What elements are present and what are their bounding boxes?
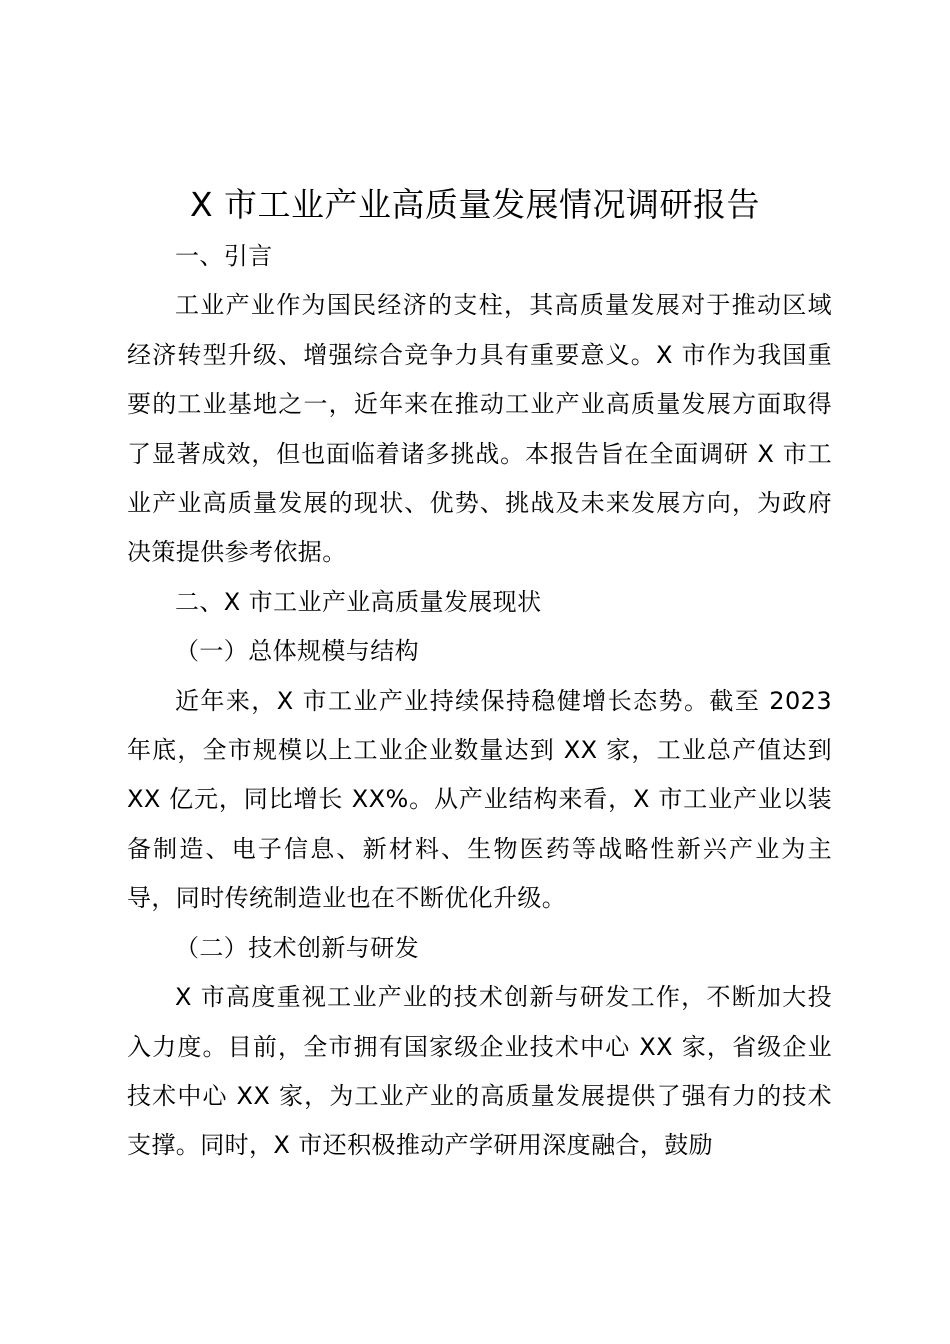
section-heading-status: 二、X 市工业产业高质量发展现状 <box>175 587 542 616</box>
document-body <box>127 232 832 1171</box>
section-heading-introduction: 一、引言 <box>175 242 273 270</box>
paragraph-innovation: X 市高度重视工业产业的技术创新与研发工作，不断加大投入力度。目前，全市拥有国家级企业技术中心 XX 家，省级企业技术中心 XX 家，为工业产业的高质量发展提供了强有力的技术支撑。同时，X 市还积极推动产学研用深度融合，鼓励 <box>127 983 832 1160</box>
document-title: X 市工业产业高质量发展情况调研报告 <box>189 185 761 224</box>
subsection-heading-innovation: （二）技术创新与研发 <box>175 933 419 962</box>
paragraph-introduction: 工业产业作为国民经济的支柱，其高质量发展对于推动区域经济转型升级、增强综合竞争力具有重要意义。X 市作为我国重要的工业基地之一，近年来在推动工业产业高质量发展方面取得了显著成效，但也面临着诸多挑战。本报告旨在全面调研 X 市工业产业高质量发展的现状、优势、挑战及未来发展方向，为政府决策提供参考依据。 <box>127 291 832 567</box>
paragraph-scale-structure: 近年来，X 市工业产业持续保持稳健增长态势。截至 2023 年底，全市规模以上工业企业数量达到 XX 家，工业总产值达到 XX 亿元，同比增长 XX%。从产业结构来看，X 市工业产业以装备制造、电子信息、新材料、生物医药等战略性新兴产业为主导，同时传统制造业也在不断优化升级。 <box>127 686 832 913</box>
subsection-heading-scale-structure: （一）总体规模与结构 <box>175 637 419 666</box>
